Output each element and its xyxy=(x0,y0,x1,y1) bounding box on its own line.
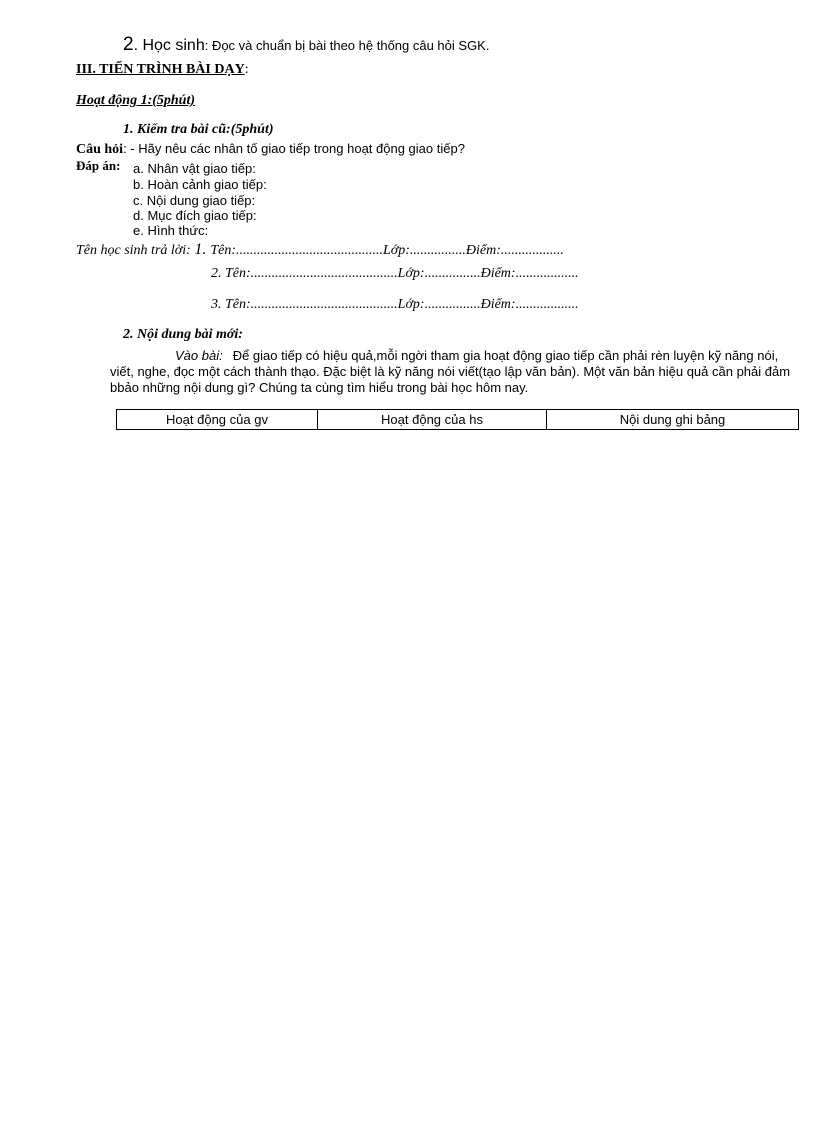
table-header-student: Hoạt động của hs xyxy=(318,410,547,430)
section-heading xyxy=(76,62,249,78)
table-header-teacher: Hoạt động của gv xyxy=(117,410,318,430)
answer-item: c. Nội dung giao tiếp: xyxy=(133,193,256,208)
intro-text: Để giao tiếp có hiệu quả,mỗi ngời tham gia hoạt động giao tiếp cần phải rèn luyện kỹ năng nói, viết, nghe, đọc một cách thành thạo. Đặc biệt là kỹ năng nói viết(tạo lập văn bản). Một văn bản hiệu quả cần phải đảm bbảo những nội dung gì? Chúng ta cùng tìm hiểu trong bài học hôm nay. xyxy=(110,348,791,395)
student-prep-line xyxy=(123,34,489,56)
answer-label: Đáp án: xyxy=(76,158,121,173)
activity-table xyxy=(116,409,799,430)
section-heading-colon: : xyxy=(244,62,249,77)
table-header-board: Nội dung ghi bảng xyxy=(547,410,799,430)
student-prep-number: 2 xyxy=(123,34,134,55)
student-answer-number: 3. xyxy=(211,297,225,312)
activity-heading: Hoạt động 1:(5phút) xyxy=(76,93,196,108)
student-prep-label: . Học sinh xyxy=(133,37,205,54)
answer-item: b. Hoàn cảnh giao tiếp: xyxy=(133,177,267,192)
answer-item: a. Nhân vật giao tiếp: xyxy=(133,161,256,176)
new-lesson-heading: 2. Nội dung bài mới: xyxy=(123,327,243,342)
student-answer-fields: Tên:..........................................Lớp:................Điểm:.................. xyxy=(225,297,579,312)
student-answer-number: 2. xyxy=(211,266,225,281)
answer-item: e. Hình thức: xyxy=(133,223,209,238)
student-answer-fields: Tên:..........................................Lớp:................Điểm:.................. xyxy=(210,243,564,258)
check-old-lesson-heading: 1. Kiểm tra bài cũ:(5phút) xyxy=(123,122,274,137)
answer-item: d. Mục đích giao tiếp: xyxy=(133,208,257,223)
intro-paragraph xyxy=(110,348,796,396)
student-answer-row xyxy=(211,266,579,282)
student-answer-row xyxy=(211,297,579,313)
table-header-row xyxy=(117,410,799,430)
question-line xyxy=(76,141,465,158)
student-answer-number: 1. xyxy=(194,241,211,258)
question-label: Câu hỏi xyxy=(76,142,124,157)
section-heading-text: III. TIẾN TRÌNH BÀI DẠY xyxy=(76,62,245,77)
student-prep-text: : Đọc và chuẩn bị bài theo hệ thống câu hỏi SGK. xyxy=(204,38,490,53)
intro-label: Vào bài: xyxy=(175,348,223,363)
student-answer-intro: Tên học sinh trả lời: xyxy=(76,243,195,258)
student-answer-row xyxy=(76,241,564,259)
student-answer-fields: Tên:..........................................Lớp:................Điểm:.................. xyxy=(225,266,579,281)
question-text: : - Hãy nêu các nhân tố giao tiếp trong hoạt động giao tiếp? xyxy=(123,141,465,156)
